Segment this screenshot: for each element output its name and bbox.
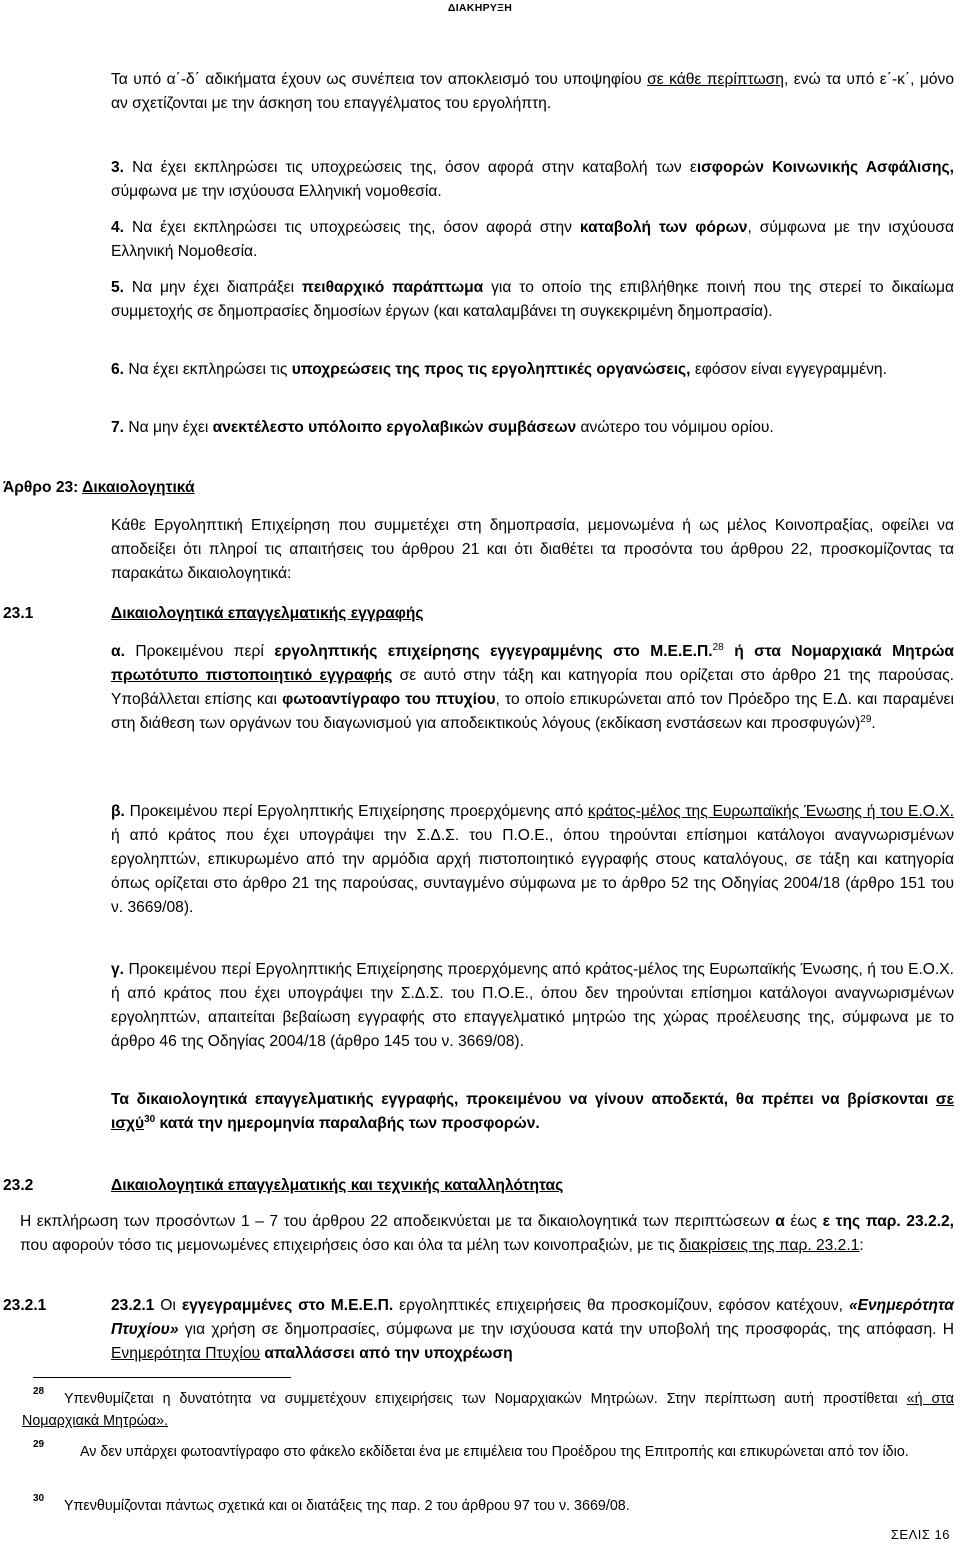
section-title: Δικαιολογητικά επαγγελματικής και τεχνικής καταλληλότητας [111,1177,564,1194]
bold-text: ε της παρ. 23.2.2, [822,1213,954,1230]
text: Υπενθυμίζονται πάντως σχετικά και οι διατάξεις της παρ. 2 του άρθρου 97 του ν. 3669/08. [64,1498,630,1514]
section-23-2-title [111,1174,563,1198]
section-23-2-paragraph [20,1210,954,1258]
bold-text: 23.2.1 [111,1297,155,1314]
text: απόφαση. Η [866,1321,954,1338]
footnote-30-mark: 30 [33,1493,45,1504]
text: Προκειμένου περί [124,643,275,660]
text: : [859,1237,864,1254]
text: Να έχει εκπληρώσει τις [124,361,292,378]
section-title: Δικαιολογητικά επαγγελματικής εγγραφής [111,605,424,622]
text: Να έχει εκπληρώσει τις υποχρεώσεις της, όσον αφορά στην καταβολή των ε [124,159,697,176]
text: έως [784,1213,823,1230]
text: Να μην έχει διαπράξει [124,279,302,296]
text: ή από κράτος που έχει υπογράψει την Σ.Δ.Σ. του Π.Ο.Ε., όπου τηρούνται επίσημοι κατάλογοι αναγνωρισμένων εργοληπτών, επικυρωμένο από την αρμόδια αρχή πιστοποιητικό εγγραφής στους καταλόγους, σε τάξη και κατηγορία όπως ορίζεται στο άρθρο 21 της παρούσας, συνταγμένο σύμφωνα με το άρθρο 52 της Οδηγίας 2004/18 (άρθρο 151 του ν. 3669/08). [111,827,954,916]
footnote-29-mark: 29 [33,1439,45,1450]
bold-text: ανεκτέλεστο υπόλοιπο εργολαβικών συμβάσεων [212,419,577,436]
text: , σύμφωνα με την ισχύουσα Ελληνική Νομοθεσία. [111,219,954,260]
list-item-7 [111,416,954,440]
bold-italic-text: «Ενημερότητα Πτυχίου» [111,1297,954,1338]
item-number: 3. [111,159,125,176]
footnote-29 [22,1441,954,1463]
item-label: γ. [111,961,125,978]
footnote-28-mark: 28 [33,1386,45,1397]
text: , ενώ τα υπό ε΄-κ΄, μόνο αν σχετίζονται με την άσκηση του επαγγέλματος του εργολήπτη. [111,71,955,112]
text: Οι [154,1297,182,1314]
list-item-4 [111,216,954,264]
text: ανώτερο του νόμιμου ορίου. [576,419,774,436]
bold-text: ισφορών Κοινωνικής Ασφάλισης, [696,159,954,176]
underlined-text: διακρίσεις της παρ. 23.2.1 [679,1237,860,1254]
footnote-ref: 29 [860,713,872,725]
subitem-c [111,958,954,1054]
text: Υπενθυμίζεται η δυνατότητα να συμμετέχουν επιχειρήσεις των Νομαρχιακών Μητρώων. Στην περίπτωση αυτή προστίθεται [64,1391,907,1407]
bold-underlined-text: πρωτότυπο πιστοποιητικό εγγραφής [111,667,393,684]
bold-text: πειθαρχικό παράπτωμα [301,279,484,296]
text: σύμφωνα με την ισχύουσα Ελληνική νομοθεσία. [111,183,442,200]
text: Να έχει εκπληρώσει τις υποχρεώσεις της, όσον αφορά στην [124,219,580,236]
text: , το οποίο επικυρώνεται από τον Πρόεδρο της Ε.Δ. και παραμένει στη διάθεση των οργάνων του διαγωνισμού για αποδεικτικούς λόγους (εκδίκαση ενστάσεων και προσφυγών) [111,691,954,732]
text: για το οποίο της επιβλήθηκε ποινή που της στερεί το δικαίωμα συμμετοχής σε δημοπρασίες δημοσίων έργων (και καταλαμβάνει τη συγκεκριμένη δημοπρασία). [111,279,954,320]
section-23-1-number: 23.1 [3,605,34,622]
article-name: Δικαιολογητικά [82,479,195,496]
text: εργοληπτικές επιχειρήσεις θα προσκομίζουν, εφόσον κατέχουν, [393,1297,849,1314]
footnote-ref: 28 [712,641,724,653]
text: Αν δεν υπάρχει φωτοαντίγραφο στο φάκελο εκδίδεται ένα με επιμέλεια του Προέδρου της Επιτροπής και επικυρώνεται από τον ίδιο. [80,1444,909,1460]
validity-note [111,1088,954,1136]
footnote-30 [22,1495,954,1517]
text: . [871,715,876,732]
paragraph-offenses [111,68,954,116]
text: Κάθε Εργοληπτική Επιχείρηση που συμμετέχει στη δημοπρασία, μεμονωμένα ή ως μέλος Κοινοπραξίας, οφείλει να αποδείξει ότι πληροί τις απαιτήσεις του άρθρου 21 και ότι διαθέτει τα προσόντα του άρθρου 22, προσκομίζοντας τα παρακάτω δικαιολογητικά: [111,517,954,582]
list-item-6 [111,358,954,382]
text: Προκειμένου περί Εργοληπτικής Επιχείρησης προερχόμενης από [124,803,588,820]
footnote-ref: 30 [144,1113,156,1125]
text: Η εκπλήρωση των προσόντων 1 – 7 του άρθρου 22 αποδεικνύεται με τα δικαιολογητικά των περιπτώσεων [20,1213,776,1230]
underlined-text: σε κάθε περίπτωση [647,71,784,88]
article-23-title [3,476,195,500]
list-item-5 [111,276,954,324]
bold-text: φωτοαντίγραφο του πτυχίου [282,691,496,708]
footnote-28 [22,1388,954,1432]
bold-text: υποχρεώσεις της προς τις εργοληπτικές οργανώσεις, [291,361,691,378]
bold-text: ή στα Νομαρχιακά Μητρώα [723,643,954,660]
item-number: 7. [111,419,125,436]
item-label: β. [111,803,125,820]
bold-text: εγγεγραμμένες στο Μ.Ε.Ε.Π. [181,1297,394,1314]
text: σε αυτό στην τάξη και κατηγορία που ορίζεται στο άρθρο 21 της παρούσας. Υποβάλλεται επίσης και [111,667,954,708]
subitem-a [111,640,954,736]
footnote-separator [33,1377,291,1378]
section-23-2-1-number: 23.2.1 [3,1297,47,1314]
subitem-b [111,800,954,920]
text: που αφορούν τόσο τις μεμονωμένες επιχειρήσεις όσο και όλα τα μέλη των κοινοπραξιών, με τις [20,1237,680,1254]
section-23-2-1-paragraph [111,1294,954,1366]
text: Προκειμένου περί Εργοληπτικής Επιχείρησης προερχόμενης από κράτος-μέλος της Ευρωπαϊκής Ένωσης, ή του Ε.Ο.Χ. ή από κράτος που έχει υπογράψει την Σ.Δ.Σ. του Π.Ο.Ε., όπου δεν τηρούνται επίσημοι κατάλογοι αναγνωρισμένων εργοληπτών, απαιτείται βεβαίωση εγγραφής στο επαγγελματικό μητρώο της χώρας προέλευσης της, σύμφωνα με το άρθρο 46 της Οδηγίας 2004/18 (άρθρο 145 του ν. 3669/08). [111,961,954,1050]
item-number: 4. [111,219,125,236]
bold-text: καταβολή των φόρων [579,219,748,236]
section-23-1-title [111,602,424,626]
article-23-intro [111,514,954,586]
text: Να μην έχει [124,419,213,436]
item-number: 5. [111,279,125,296]
section-23-2-number: 23.2 [3,1177,34,1194]
page-number: ΣΕΛΙΣ 16 [890,1527,950,1542]
bold-text: εργοληπτικής επιχείρησης εγγεγραμμένης στο Μ.Ε.Ε.Π. [274,643,713,660]
text: Τα δικαιολογητικά επαγγελματικής εγγραφής, προκειμένου να γίνουν αποδεκτά, θα πρέπει να βρίσκονται [111,1091,936,1108]
article-label: Άρθρο 23: [3,479,83,496]
item-label: α. [111,643,125,660]
underlined-text: κράτος-μέλος της Ευρωπαϊκής Ένωσης ή του Ε.Ο.Χ. [587,803,954,820]
underlined-text: Ενημερότητα Πτυχίου [111,1345,261,1362]
text: για χρήση σε δημοπρασίες, σύμφωνα με την ισχύουσα κατά την υποβολή της προσφοράς, της [178,1321,867,1338]
item-number: 6. [111,361,125,378]
text: κατά την ημερομηνία παραλαβής των προσφορών. [155,1115,540,1132]
list-item-3 [111,156,954,204]
bold-text: απαλλάσσει από την υποχρέωση [264,1345,513,1362]
text: Τα υπό α΄-δ΄ αδικήματα έχουν ως συνέπεια τον αποκλεισμό του υποψηφίου [111,71,648,88]
underlined-text: «ή στα Νομαρχιακά Μητρώα». [22,1391,954,1429]
document-header: ΔΙΑΚΗΡΥΞΗ [447,2,513,14]
text: εφόσον είναι εγγεγραμμένη. [690,361,887,378]
bold-text: α [775,1213,785,1230]
underlined-text: σε ισχύ [111,1091,954,1132]
